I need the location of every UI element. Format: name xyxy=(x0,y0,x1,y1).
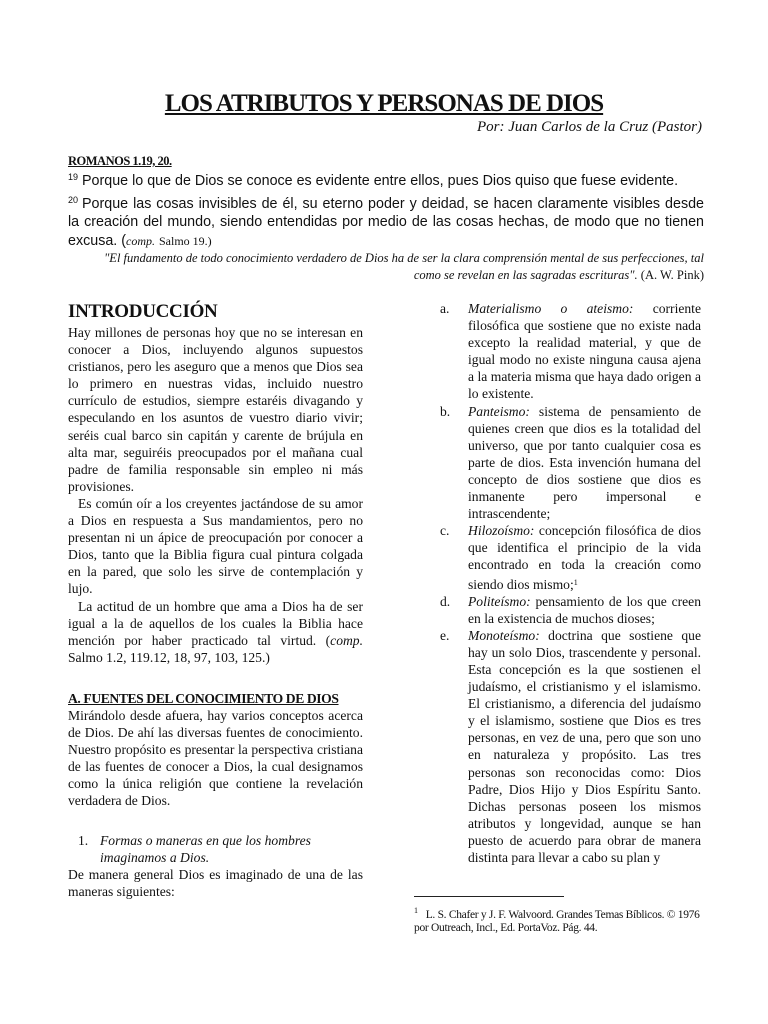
list-item: e. Monoteísmo: doctrina que sostiene que hay un solo Dios, trascendente y personal. Esta concepción es la que sostienen el judaísmo, el cristianismo y el islamismo. El cristianismo, a diferencia del judaísmo y el islamismo, sostiene que Dios es tres personas, en vez de una, pero que son uno en naturaleza y propósito. Las tres personas son reconocidas como: Dios Padre, Dios Hijo y Dios Espíritu Santo. Dichas personas poseen los mismos atributos y longevidad, aunque se han puesto de acuerdo para obrar de manera distinta para llevar a cabo su plan y xyxy=(440,627,701,865)
introduction-heading: INTRODUCCIÓN xyxy=(68,301,218,322)
footnote-marker: 1 xyxy=(573,577,578,587)
author-byline: Por: Juan Carlos de la Cruz (Pastor) xyxy=(477,119,702,135)
concepts-list xyxy=(436,300,701,866)
verse-19: $^{19}$ Porque lo que de Dios se conoce es evidente entre ellos, pues Dios quiso que fuese evidente. xyxy=(68,172,679,189)
verse-reference: ROMANOS 1.19, 20. xyxy=(68,154,172,168)
numbered-item-1: 1. Formas o maneras en que los hombres imaginamos a Dios. xyxy=(78,832,311,865)
quote-author: (A. W. Pink) xyxy=(640,268,704,282)
right-column xyxy=(436,300,701,866)
intro-paragraph-1: Hay millones de personas hoy que no se interesan en conocer a Dios, incluyendo algunos supuestos cristianos, pero les aseguro que a menos que Dios sea lo primero en nuestras vidas, incluido nuestro currículo de estudios, siempre estaréis divagando y especulando en los asuntos de vuestro diario vivir; seréis cual barco sin capitán y carente de brújula en alta mar, seguiréis preocupados por el mañana cual padre de familia responsable sin empleo ni más provisiones. xyxy=(68,325,363,494)
intro-paragraph-2: Es común oír a los creyentes jactándose de su amor a Dios en respuesta a Sus mandamientos, pero no presentan ni un ápice de preocupación por conocer a Dios, tanto que la Biblia figura cual pintura colgada en la pared, que solo les sirve de contemplación y lujo. xyxy=(68,495,363,597)
document-title: LOS ATRIBUTOS Y PERSONAS DE DIOS xyxy=(164,90,604,117)
epigraph-quote: "El fundamento de todo conocimiento verdadero de Dios ha de ser la clara comprensión mental de sus perfecciones, tal como se revelan en las sagradas escrituras". (A. W. Pink) xyxy=(104,251,704,282)
footnote: $^1$ L. S. Chafer y J. F. Walvoord. Grandes Temas Bíblicos. © 1976 por Outreach, Incl., Ed. PortaVoz. Pág. 44. xyxy=(414,906,700,934)
list-item: c. Hilozoísmo: concepción filosófica de dios que identifica el principio de la vida encontrado en toda la creación como siendo dios mismo;$^1$ xyxy=(440,523,701,592)
list-item: b. Panteismo: sistema de pensamiento de quienes creen que dios es la totalidad del universo, que por tanto cualquier cosa es parte de dios. Esta invención humana del concepto de dios sostiene que dios es inmanente pero impersonal e intrascendente; xyxy=(440,403,701,522)
verses-block xyxy=(68,168,704,250)
left-column xyxy=(68,300,363,900)
section-a-paragraph: Mirándolo desde afuera, hay varios conceptos acerca de Dios. De ahí las diversas fuentes de conocimiento. Nuestro propósito es presentar la perspectiva cristiana de las fuentes de conocer a Dios, la cual designamos como la única religión que contiene la revelación verdadera de Dios. xyxy=(68,707,363,809)
list-item: a. Materialismo o ateismo: corriente filosófica que sostiene que no existe nada excepto la realidad material, y que de igual modo no existe ninguna causa ajena a la materia misma que haya dado origen a lo existente. xyxy=(440,301,701,402)
intro-paragraph-3: La actitud de un hombre que ama a Dios ha de ser igual a la de aquellos de los cuales la Biblia hace mención por haber practicado tal virtud. (comp. Salmo 1.2, 119.12, 18, 97, 103, 125.) xyxy=(68,598,363,665)
section-a-paragraph-2: De manera general Dios es imaginado de una de las maneras siguientes: xyxy=(68,866,363,899)
footnote-divider xyxy=(414,896,564,897)
list-item: d. Politeísmo: pensamiento de los que creen en la existencia de muchos dioses; xyxy=(440,593,701,626)
section-a-heading: A. FUENTES DEL CONOCIMIENTO DE DIOS xyxy=(68,690,339,706)
verse-20: $^{20}$ Porque las cosas invisibles de él, su eterno poder y deidad, se hacen claramente visibles desde la creación del mundo, siendo entendidas por medio de las cosas hechas, de modo que no tienen excusa. (comp. Salmo 19.) xyxy=(68,194,704,249)
